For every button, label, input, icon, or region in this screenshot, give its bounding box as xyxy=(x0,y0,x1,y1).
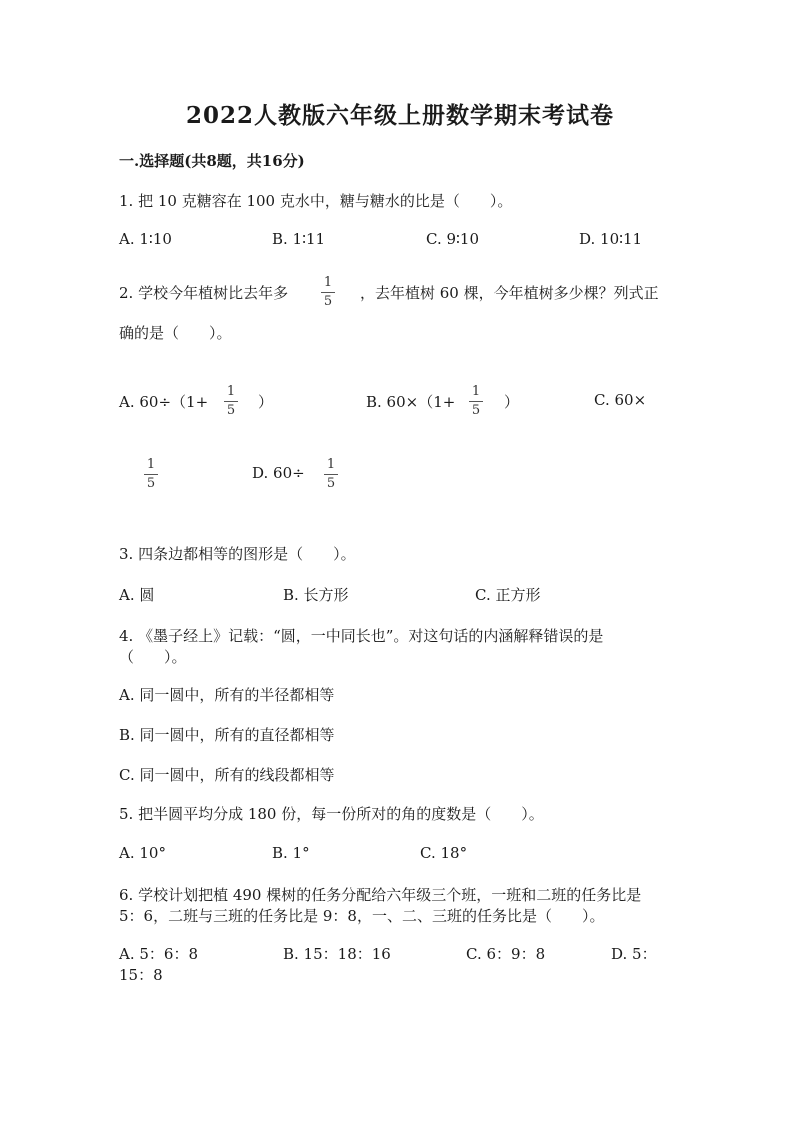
q1-option-a: A. 1∶10 xyxy=(119,230,172,248)
q6-option-a: A. 5：6：8 xyxy=(119,945,198,963)
q2-option-a-close: ） xyxy=(258,393,274,411)
question-6-stem-line2: 5：6，二班与三班的任务比是 9：8，一、二、三班的任务比是（ ）。 xyxy=(119,907,605,925)
q4-option-c: C. 同一圆中，所有的线段都相等 xyxy=(119,766,335,784)
question-4-stem-line1: 4. 《墨子经上》记载：“圆，一中同长也”。对这句话的内涵解释错误的是 xyxy=(119,627,604,645)
exam-title: 2022人教版六年级上册数学期末考试卷 xyxy=(185,102,614,129)
q2-option-d: D. 60÷ xyxy=(252,464,305,482)
question-2-stem-part1: 2. 学校今年植树比去年多 xyxy=(119,284,289,302)
q6-option-b: B. 15：18：16 xyxy=(283,945,391,963)
q2-option-d-fraction: 1 5 xyxy=(324,458,338,491)
question-4-stem-line2: （ ）。 xyxy=(119,648,187,666)
section-heading: 一.选择题(共8题，共16分) xyxy=(119,152,305,170)
q5-option-a: A. 10° xyxy=(119,844,166,862)
q1-option-b: B. 1∶11 xyxy=(272,230,326,248)
question-1-stem: 1. 把 10 克糖容在 100 克水中，糖与糖水的比是（ ）。 xyxy=(119,192,513,210)
q2-option-b-fraction: 1 5 xyxy=(469,385,483,418)
q5-option-b: B. 1° xyxy=(272,844,310,862)
q3-option-b: B. 长方形 xyxy=(283,586,349,604)
q1-option-d: D. 10∶11 xyxy=(579,230,643,248)
q2-option-b: B. 60×（1+ xyxy=(366,393,456,411)
q4-option-b: B. 同一圆中，所有的直径都相等 xyxy=(119,726,335,744)
q2-option-b-close: ） xyxy=(504,393,520,411)
q2-option-c: C. 60× xyxy=(594,391,647,409)
q6-option-d-line2: 15：8 xyxy=(119,966,163,984)
question-5-stem: 5. 把半圆平均分成 180 份，每一份所对的角的度数是（ ）。 xyxy=(119,805,544,823)
q2-option-a-fraction: 1 5 xyxy=(224,385,238,418)
question-6-stem-line1: 6. 学校计划把植 490 棵树的任务分配给六年级三个班，一班和二班的任务比是 xyxy=(119,886,642,904)
q3-option-c: C. 正方形 xyxy=(475,586,541,604)
q3-option-a: A. 圆 xyxy=(119,586,155,604)
question-2-stem-part2: ，去年植树 60 棵，今年植树多少棵？列式正 xyxy=(360,284,659,302)
question-2-stem-line2: 确的是（ ）。 xyxy=(119,324,232,342)
question-3-stem: 3. 四条边都相等的图形是（ ）。 xyxy=(119,545,356,563)
q5-option-c: C. 18° xyxy=(420,844,468,862)
q1-option-c: C. 9∶10 xyxy=(426,230,480,248)
q6-option-c: C. 6：9：8 xyxy=(466,945,546,963)
q4-option-a: A. 同一圆中，所有的半径都相等 xyxy=(119,686,335,704)
q2-option-a: A. 60÷（1+ xyxy=(119,393,209,411)
q2-option-c-fraction: 1 5 xyxy=(144,458,158,491)
q6-option-d: D. 5： xyxy=(611,945,657,963)
q2-stem-fraction: 1 5 xyxy=(321,276,335,309)
